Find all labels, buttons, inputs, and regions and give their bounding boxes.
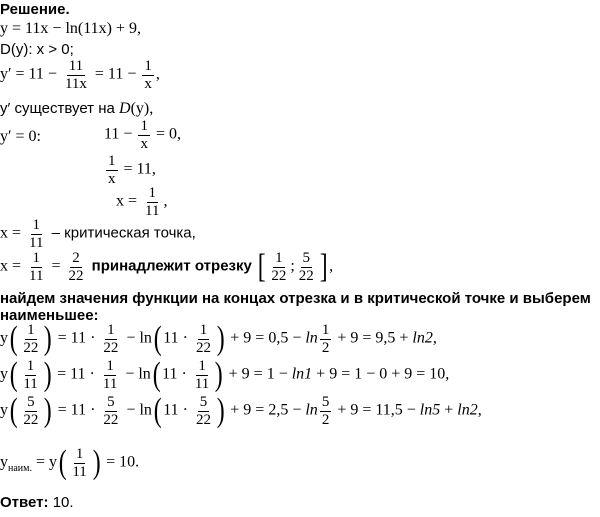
- fraction: $\frac{1}{22}$: [103, 322, 119, 356]
- value-at-1-11: y( $\frac{1}{11}$ ) = 11 · $\frac{1}{11}$ − ln( 11 · $\frac{1}{11}$ ) + 9 = 1 − ln1 + 9 = 1 − 0 + 9 = 10,: [0, 356, 450, 393]
- minimum-value-line: $y_{наим.} = y$( $\frac{1}{11}$ ) = 10.: [0, 444, 140, 481]
- solution-heading: Решение.: [0, 1, 70, 18]
- equation-step-2: $\frac{1}{x}$ = 11,: [108, 153, 156, 187]
- answer-label: Ответ:: [0, 494, 49, 511]
- fraction: $\frac{1}{22}$: [23, 322, 39, 356]
- instruction-line: найдем значения функции на концах отрезка и в критической точке и выберем: [0, 290, 591, 307]
- critical-point-line: x = $\frac{1}{11}$ – критическая точка,: [0, 217, 196, 251]
- fraction: $\frac{1}{22}$: [271, 250, 287, 284]
- right-bracket: ]: [319, 248, 328, 285]
- fraction: $\frac{1}{11}$: [72, 446, 87, 480]
- fraction: $\frac{5}{2}$: [321, 394, 330, 428]
- fraction: $\frac{1}{11}$: [102, 358, 118, 392]
- fraction: $\frac{1}{x}$: [144, 58, 152, 92]
- value-at-1-22: y( $\frac{1}{22}$ ) = 11 · $\frac{1}{22}$ − ln( 11 · $\frac{1}{22}$ ) + 9 = 0,5 − ln $\frac{1}{2}$ + 9 = 9,5 + ln2,: [0, 320, 437, 357]
- equation-step-3: x = $\frac{1}{11}$ ,: [116, 185, 168, 219]
- fraction: $\frac{1}{11}$: [29, 250, 44, 284]
- fraction: $\frac{1}{11}$: [194, 358, 210, 392]
- fraction: $\frac{1}{11}$: [145, 185, 160, 219]
- fraction: $\frac{1}{22}$: [195, 322, 211, 356]
- fraction: $\frac{11}{11x}$: [64, 58, 87, 92]
- derivative-line: y′ = 11 − $\frac{11}{11x}$ = 11 − $\frac{1}{x}$ ,: [0, 58, 160, 92]
- fraction: $\frac{1}{2}$: [321, 322, 330, 356]
- fraction: $\frac{5}{22}$: [298, 250, 314, 284]
- fraction: $\frac{1}{x}$: [108, 153, 116, 187]
- fraction: $\frac{1}{x}$: [140, 118, 148, 152]
- fraction: $\frac{5}{22}$: [23, 394, 39, 428]
- fraction: $\frac{5}{22}$: [195, 394, 211, 428]
- fraction: $\frac{2}{22}$: [68, 250, 84, 284]
- answer-value: 10.: [48, 494, 74, 511]
- instruction-line-2: наименьшее:: [0, 307, 99, 324]
- value-at-5-22: y( $\frac{5}{22}$ ) = 11 · $\frac{5}{22}$ − ln( 11 · $\frac{5}{22}$ ) + 9 = 2,5 − ln $\frac{5}{2}$ + 9 = 11,5 − ln5 + ln2,: [0, 392, 482, 429]
- left-bracket: [: [257, 248, 266, 285]
- fraction: $\frac{1}{11}$: [23, 358, 38, 392]
- segment-membership-line: x = $\frac{1}{11}$ = $\frac{2}{22}$ принадлежит отрезку [ $\frac{1}{22}$ ; $\frac{5}{22}$ ] ,: [0, 248, 334, 285]
- derivative-exists-line: y′ существует на D(y),: [0, 100, 154, 117]
- domain-line: D(y): x > 0;: [0, 41, 74, 58]
- fraction: $\frac{5}{22}$: [103, 394, 119, 428]
- fraction: $\frac{1}{11}$: [29, 217, 44, 251]
- equation-line: y′ = 0: 11 − $\frac{1}{x}$ = 0,: [0, 118, 181, 152]
- function-definition: y = 11x − ln(11x) + 9,: [0, 20, 141, 37]
- answer-line: [0, 494, 74, 511]
